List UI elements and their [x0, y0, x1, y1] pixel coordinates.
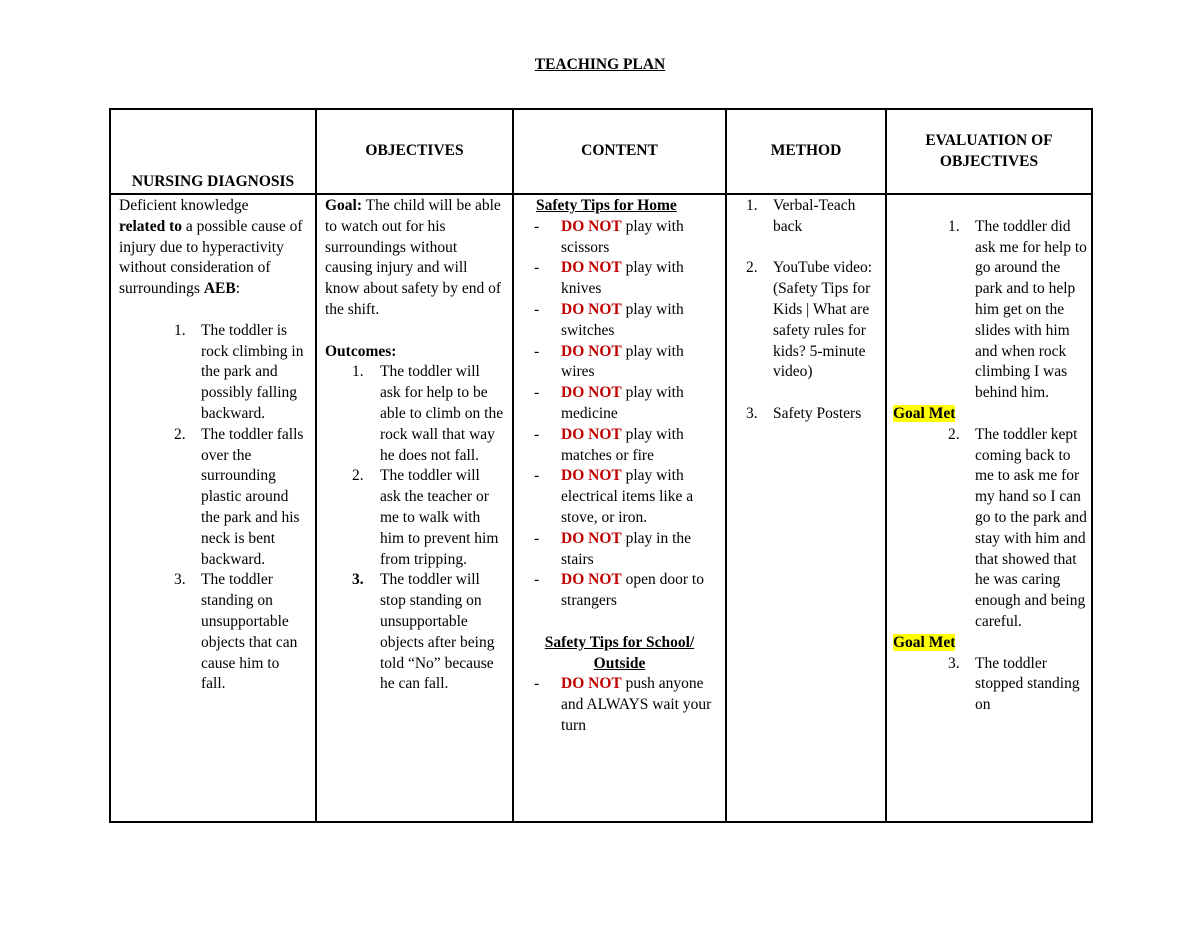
diagnosis-intro-rest: a possible cause of injury due to hyperactivity without consideration of surroundings	[119, 217, 303, 298]
aeb-label: AEB	[203, 280, 236, 298]
list-item: - DO NOT play with wires	[534, 342, 684, 381]
evaluation-list	[893, 217, 1087, 404]
list-item	[325, 466, 504, 570]
list-item: 3. The toddler stopped standing on	[948, 654, 1080, 714]
teaching-plan-table	[109, 108, 1093, 823]
diagnosis-statement	[119, 196, 307, 300]
goal-label: Goal:	[325, 197, 363, 214]
item-number: 3.	[174, 571, 186, 589]
header-method: METHOD	[726, 109, 886, 194]
content-cell	[513, 194, 726, 822]
evaluation-cell	[886, 194, 1092, 822]
list-item: - DO NOT play with matches or fire	[534, 425, 684, 464]
list-item: 3. Safety Posters	[746, 404, 862, 422]
outcomes-list	[325, 362, 504, 695]
goal-text: The child will be able to watch out for his surroundings without causing injury and will know about safety by end of the shift.	[325, 197, 502, 318]
item-number: 2.	[174, 425, 186, 443]
method-list	[721, 196, 877, 425]
list-item	[325, 570, 504, 695]
list-item	[325, 362, 504, 466]
list-item: - DO NOT play in the stairs	[534, 529, 692, 568]
list-item: 1. The toddler did ask me for help to go around the park and to help him get on the slides with him and when rock climbing I was behind him.	[948, 217, 1087, 402]
item-text: The toddler falls over the surrounding plastic around the park and his neck is bent backward.	[201, 425, 304, 568]
item-number: 3.	[352, 571, 364, 589]
evaluation-list	[893, 654, 1087, 716]
header-row	[110, 109, 1092, 194]
list-item	[119, 321, 307, 425]
goal-statement	[325, 196, 504, 321]
list-item: - DO NOT play with scissors	[534, 217, 684, 256]
list-item: - DO NOT play with knives	[534, 259, 684, 298]
related-to-label: related to	[119, 217, 182, 235]
list-item	[119, 570, 307, 695]
list-item: 2. YouTube video: (Safety Tips for Kids | What are safety rules for kids? 5-minute video)	[746, 259, 873, 381]
item-text: The toddler is rock climbing in the park and possibly falling backward.	[201, 321, 304, 422]
item-text: The toddler will ask the teacher or me to walk with him to prevent him from tripping.	[380, 467, 499, 568]
item-text: The toddler will ask for help to be able to climb on the rock wall that way he does not fall.	[380, 363, 504, 464]
list-item: - DO NOT open door to strangers	[534, 571, 704, 610]
home-tips-list	[522, 217, 717, 612]
list-item: 1. Verbal-Teach back	[746, 197, 856, 235]
evaluation-list	[893, 425, 1087, 633]
header-content: CONTENT	[513, 109, 726, 194]
list-item: - DO NOT play with switches	[534, 300, 684, 339]
objectives-cell	[316, 194, 513, 822]
colon: :	[235, 280, 241, 298]
item-text: The toddler will stop standing on unsupportable objects after being told “No” because he can fall.	[380, 571, 495, 693]
diagnosis-list	[119, 321, 307, 695]
school-heading: Safety Tips for School/ Outside	[544, 633, 695, 672]
header-objectives: OBJECTIVES	[316, 109, 513, 194]
list-item: - DO NOT play with electrical items like a stove, or iron.	[534, 467, 694, 526]
body-row	[110, 194, 1092, 822]
list-item: - DO NOT push anyone and ALWAYS wait your turn	[534, 675, 712, 734]
list-item	[119, 425, 307, 571]
header-evaluation: EVALUATION OF OBJECTIVES	[886, 109, 1092, 194]
goal-met-badge: Goal Met	[893, 633, 956, 651]
item-number: 1.	[174, 321, 186, 339]
item-text: The toddler standing on unsupportable objects that can cause him to fall.	[201, 571, 298, 693]
home-heading: Safety Tips for Home	[536, 197, 677, 214]
header-nursing-diagnosis: NURSING DIAGNOSIS	[110, 109, 316, 194]
goal-met-badge: Goal Met	[893, 404, 956, 422]
list-item: 2. The toddler kept coming back to me to ask me for my hand so I can go to the park and stay with him and that showed that he was caring enough and being careful.	[948, 425, 1087, 630]
diagnosis-intro: Deficient knowledge	[119, 197, 249, 214]
item-number: 2.	[352, 467, 364, 485]
page-title: TEACHING PLAN	[534, 56, 666, 73]
item-number: 1.	[352, 363, 364, 381]
diagnosis-cell	[110, 194, 316, 822]
outcomes-label: Outcomes:	[325, 342, 397, 360]
method-cell	[726, 194, 886, 822]
list-item: - DO NOT play with medicine	[534, 384, 684, 422]
school-tips-list	[522, 674, 717, 736]
